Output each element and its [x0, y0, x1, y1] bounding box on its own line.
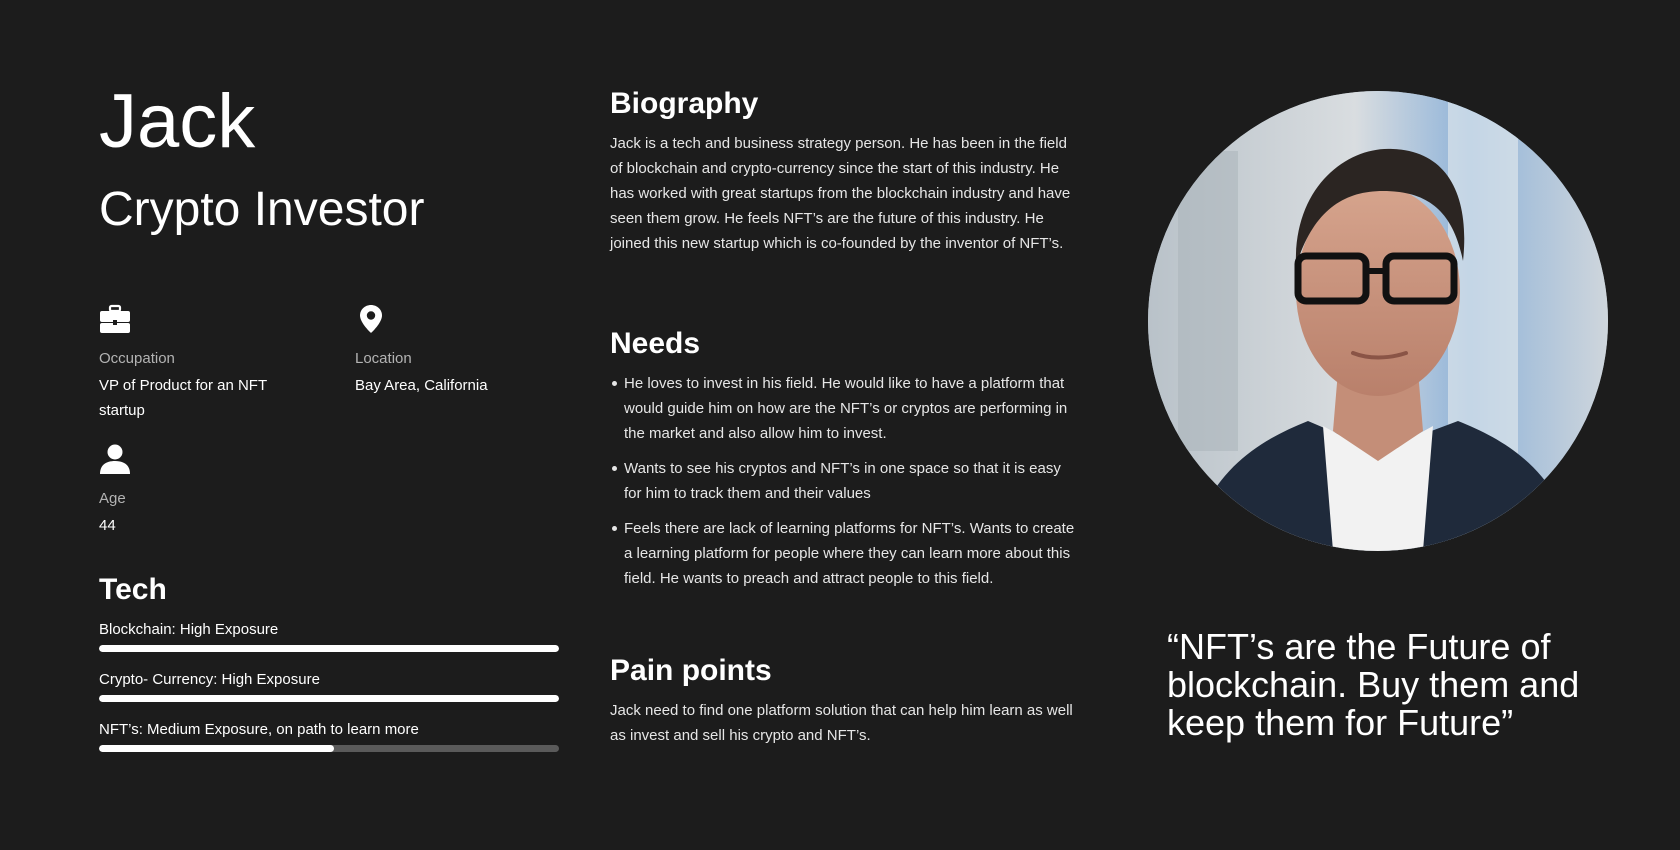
location-block [355, 303, 585, 398]
tech-item-crypto [99, 670, 559, 702]
age-label: Age [99, 490, 126, 507]
needs-heading: Needs [610, 327, 701, 360]
occupation-label: Occupation [99, 350, 175, 367]
portrait-illustration [1148, 91, 1608, 551]
persona-title: Crypto Investor [99, 183, 425, 236]
tech-item-label: Blockchain: High Exposure [99, 621, 279, 638]
exposure-bar-fill [99, 645, 559, 652]
exposure-bar-fill [99, 745, 334, 752]
age-value: 44 [99, 517, 116, 534]
persona-quote: “NFT’s are the Future of blockchain. Buy them and keep them for Future” [1167, 626, 1580, 743]
occupation-value: VP of Product for an NFT startup [99, 377, 267, 419]
tech-heading: Tech [99, 573, 167, 606]
map-pin-icon [355, 303, 387, 335]
briefcase-icon [99, 303, 131, 335]
pain-points-text: Jack need to find one platform solution that can help him learn as well as invest and sell his crypto and NFT’s. [610, 702, 1073, 744]
pain-points-heading: Pain points [610, 654, 772, 687]
location-label: Location [355, 350, 412, 367]
occupation-block [99, 303, 329, 423]
exposure-bar-fill [99, 695, 559, 702]
needs-item: Feels there are lack of learning platforms for NFT’s. Wants to create a learning platform for people where they can learn more about this field. He wants to preach and attract people to this field. [610, 516, 1080, 591]
exposure-bar-track [99, 745, 559, 752]
tech-item-label: Crypto- Currency: High Exposure [99, 671, 320, 688]
tech-item-label: NFT’s: Medium Exposure, on path to learn more [99, 721, 419, 738]
needs-item: He loves to invest in his field. He would like to have a platform that would guide him on how are the NFT’s or cryptos are performing in the market and also allow him to invest. [610, 371, 1080, 446]
biography-text: Jack is a tech and business strategy person. He has been in the field of blockchain and crypto-currency since the start of this industry. He has worked with great startups from the blockchain industry and have seen them grow. He feels NFT’s are the future of this industry. He joined this new startup which is co-founded by the inventor of NFT’s. [610, 135, 1071, 252]
needs-item: Wants to see his cryptos and NFT’s in one space so that it is easy for him to track them and their values [610, 456, 1080, 506]
tech-item-blockchain [99, 620, 559, 652]
biography-heading: Biography [610, 87, 759, 120]
persona-photo [1148, 91, 1608, 551]
exposure-bar-track [99, 695, 559, 702]
tech-item-nft [99, 720, 559, 752]
location-value: Bay Area, California [355, 377, 488, 394]
age-block [99, 443, 329, 538]
persona-name: Jack [99, 79, 256, 164]
needs-list [610, 371, 1080, 601]
user-icon [99, 443, 131, 475]
exposure-bar-track [99, 645, 559, 652]
